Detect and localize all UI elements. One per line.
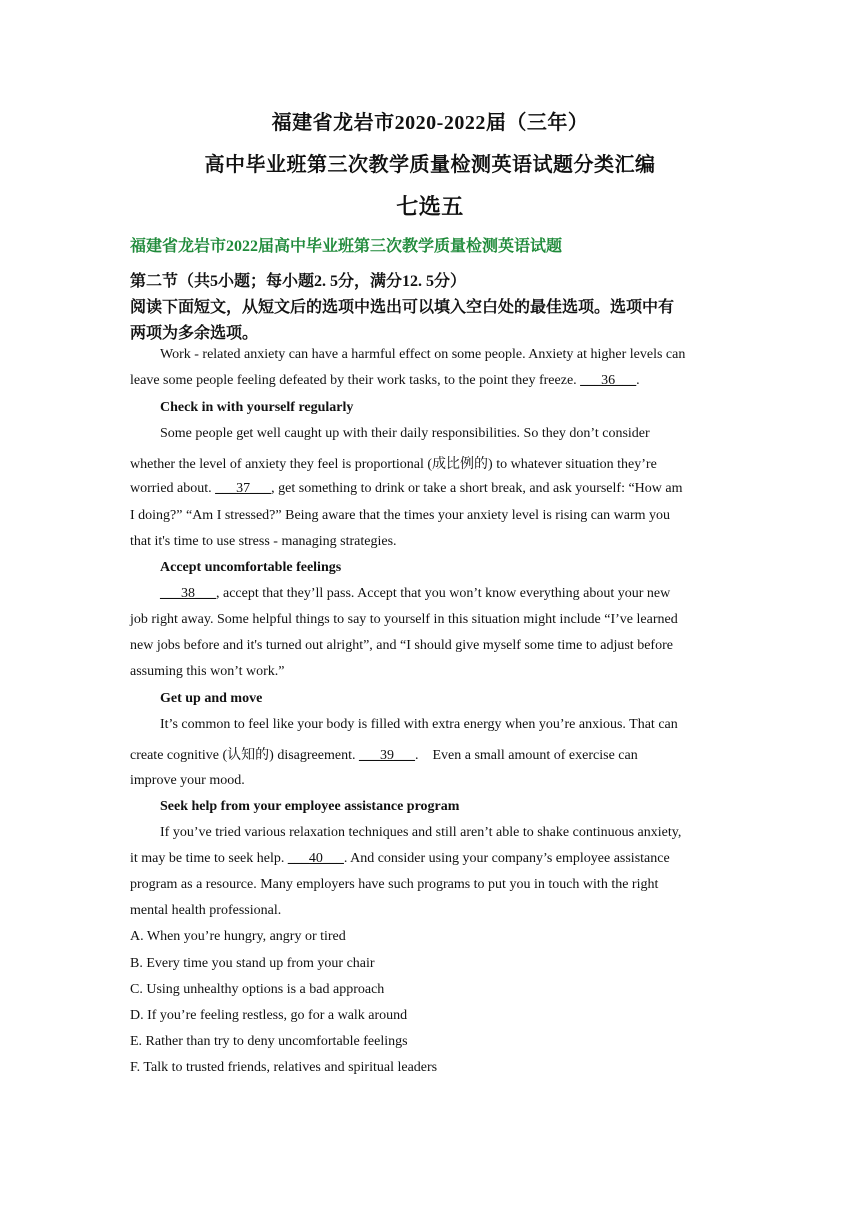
passage-line bbox=[130, 851, 740, 867]
option-b: B. Every time you stand up from your chair bbox=[130, 956, 375, 971]
blank-38: ___38___ bbox=[160, 586, 216, 601]
passage-line bbox=[130, 373, 740, 389]
option-a: A. When you’re hungry, angry or tired bbox=[130, 929, 346, 944]
passage-line: Some people get well caught up with their daily responsibilities. So they don’t consider bbox=[160, 426, 650, 441]
passage-line bbox=[130, 744, 740, 764]
instruction-line1: 阅读下面短文，从短文后的选项中选出可以填入空白处的最佳选项。选项中有 bbox=[130, 299, 675, 316]
option-e: E. Rather than try to deny uncomfortable feelings bbox=[130, 1034, 408, 1049]
passage-line: job right away. Some helpful things to say to yourself in this situation might include “I’ve learned bbox=[130, 612, 678, 627]
passage-text: leave some people feeling defeated by their work tasks, to the point they freeze. bbox=[130, 373, 581, 388]
passage-text: create cognitive (认知的) disagreement. bbox=[130, 748, 359, 763]
passage-line: that it's time to use stress - managing strategies. bbox=[130, 534, 397, 549]
passage-line: improve your mood. bbox=[130, 773, 245, 788]
doc-title-line3: 七选五 bbox=[396, 194, 464, 219]
passage-text: , accept that they’ll pass. Accept that you won’t know everything about your new bbox=[216, 586, 671, 601]
passage-text: . And consider using your company’s employee assistance bbox=[343, 851, 670, 866]
section-header-seek-help: Seek help from your employee assistance program bbox=[160, 799, 460, 814]
passage-line: It’s common to feel like your body is filled with extra energy when you’re anxious. That can bbox=[160, 717, 678, 732]
section-header-move: Get up and move bbox=[160, 691, 263, 706]
passage-line: whether the level of anxiety they feel is proportional (成比例的) to whatever situation they’re bbox=[130, 457, 657, 472]
blank-37: ___37___ bbox=[215, 481, 272, 496]
passage-text: , get something to drink or take a short break, and ask yourself: “How am bbox=[271, 481, 683, 496]
blank-36: ___36___ bbox=[580, 373, 637, 388]
doc-title-line2: 高中毕业班第三次教学质量检测英语试题分类汇编 bbox=[204, 154, 656, 176]
instruction-line2: 两项为多余选项。 bbox=[130, 325, 259, 342]
passage-text: . Even a small amount of exercise can bbox=[414, 748, 638, 763]
passage-line bbox=[160, 586, 740, 602]
passage-line: program as a resource. Many employers have such programs to put you in touch with the right bbox=[130, 877, 659, 892]
section-heading: 第二节（共5小题；每小题2. 5分，满分12. 5分） bbox=[130, 273, 467, 290]
passage-line: assuming this won’t work.” bbox=[130, 664, 285, 679]
section-header-accept: Accept uncomfortable feelings bbox=[160, 560, 342, 575]
passage-text: . bbox=[636, 373, 640, 388]
option-d: D. If you’re feeling restless, go for a walk around bbox=[130, 1008, 408, 1023]
blank-39: ___39___ bbox=[358, 748, 415, 763]
exam-subtitle: 福建省龙岩市2022届高中毕业班第三次教学质量检测英语试题 bbox=[130, 238, 563, 255]
option-f: F. Talk to trusted friends, relatives and spiritual leaders bbox=[130, 1060, 438, 1075]
passage-line: Work - related anxiety can have a harmful effect on some people. Anxiety at higher levels can bbox=[160, 347, 686, 362]
option-c: C. Using unhealthy options is a bad approach bbox=[130, 982, 385, 997]
section-header-check-in: Check in with yourself regularly bbox=[160, 400, 354, 415]
passage-text: it may be time to seek help. bbox=[130, 851, 288, 866]
passage-line: I doing?” “Am I stressed?” Being aware that the times your anxiety level is rising can warm you bbox=[130, 508, 670, 523]
passage-line bbox=[130, 481, 740, 497]
passage-line: If you’ve tried various relaxation techniques and still aren’t able to shake continuous anxiety, bbox=[160, 825, 682, 840]
passage-line: mental health professional. bbox=[130, 903, 282, 918]
doc-title-line1: 福建省龙岩市2020-2022届（三年） bbox=[271, 112, 589, 134]
blank-40: ___40___ bbox=[287, 851, 344, 866]
passage-line: new jobs before and it's turned out alright”, and “I should give myself some time to adjust before bbox=[130, 638, 673, 653]
passage-text: worried about. bbox=[130, 481, 216, 496]
